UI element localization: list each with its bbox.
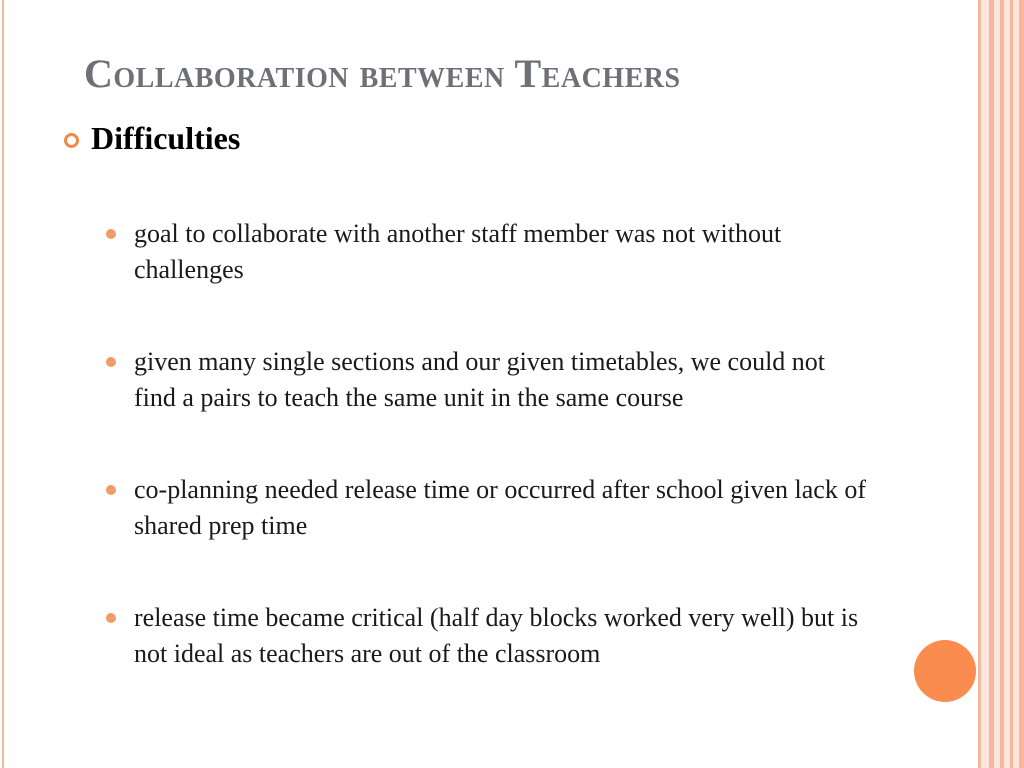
decorative-stripe [989, 0, 994, 768]
decorative-stripe [1019, 0, 1024, 768]
ring-bullet-icon [64, 133, 79, 148]
bullet-text: release time became critical (half day blocks worked very well) but is not ideal as teachers are out of the classroom [134, 603, 859, 668]
bullet-item [106, 344, 866, 416]
bullet-dot-icon [106, 613, 116, 623]
bullet-item [106, 472, 866, 544]
bullet-text: goal to collaborate with another staff member was not without challenges [134, 219, 782, 284]
decorative-circle [914, 640, 976, 702]
bullet-item [106, 600, 866, 672]
bullet-item [106, 216, 866, 288]
decorative-stripe [1000, 0, 1004, 768]
bullet-dot-icon [106, 229, 116, 239]
slide-title: Collaboration between Teachers [84, 51, 681, 96]
heading-row [64, 120, 240, 157]
bullet-text: co-planning needed release time or occurred after school given lack of shared prep time [134, 475, 866, 540]
bullet-dot-icon [106, 485, 116, 495]
bullet-dot-icon [106, 357, 116, 367]
left-border-line [2, 0, 4, 768]
bullet-text: given many single sections and our given timetables, we could not find a pairs to teach the same unit in the same course [134, 347, 826, 412]
section-heading: Difficulties [91, 120, 241, 156]
decorative-stripe [1010, 0, 1013, 768]
bullet-list [106, 216, 866, 672]
decorative-stripe [978, 0, 981, 768]
